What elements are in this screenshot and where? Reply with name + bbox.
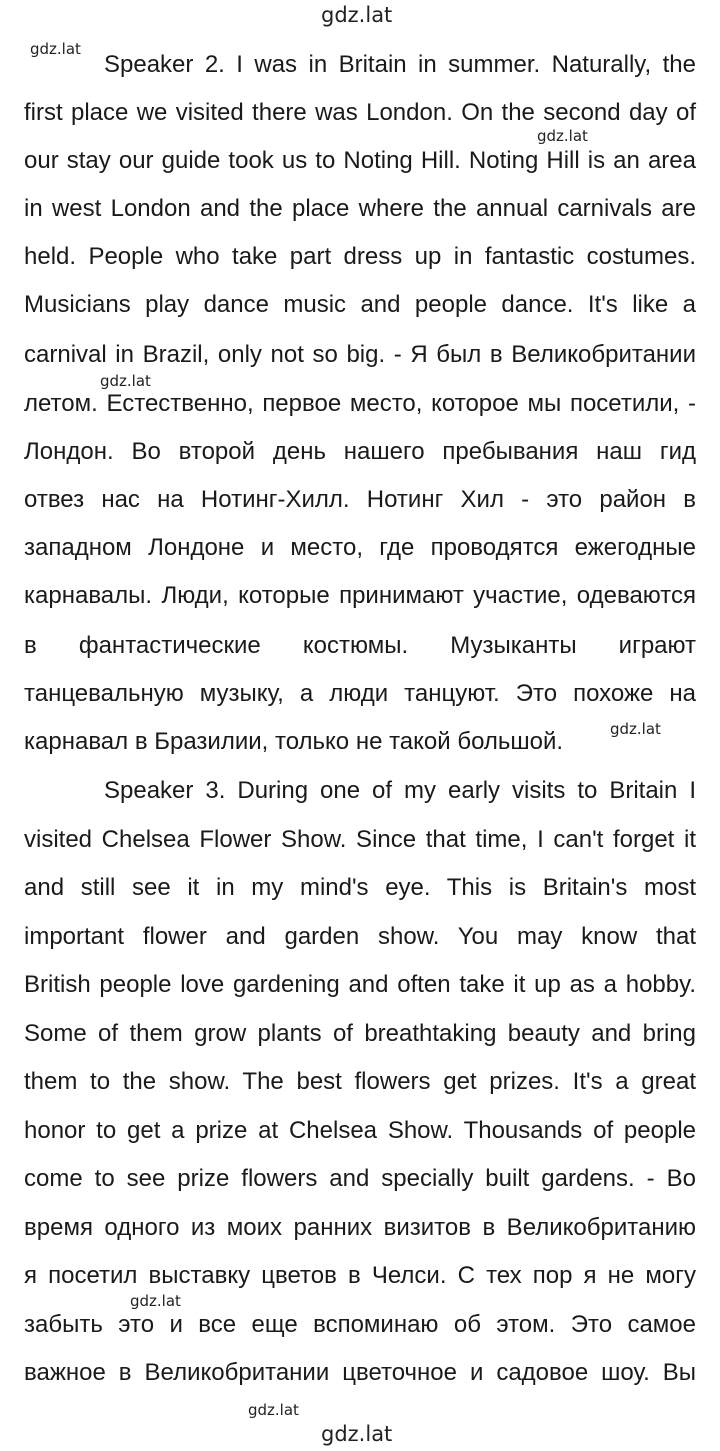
text-line: время одного из моих ранних визитов в Великобританию [24, 1214, 696, 1241]
text-line: я посетил выставку цветов в Челси. С тех пор я не могу [24, 1262, 696, 1289]
text-line: западном Лондоне и место, где проводятся ежегодные [24, 534, 696, 561]
text-line: our stay our guide took us to Noting Hill. Noting Hill is an area [24, 147, 696, 174]
text-line: first place we visited there was London. On the second day of [24, 99, 696, 126]
text-line: Speaker 2. I was in Britain in summer. Naturally, the [104, 51, 696, 78]
watermark-mark: gdz.lat [537, 127, 588, 145]
text-line: Some of them grow plants of breathtaking beauty and bring [24, 1020, 696, 1047]
watermark-mark: gdz.lat [248, 1401, 299, 1419]
watermark-mark: gdz.lat [30, 40, 81, 58]
text-line: Speaker 3. During one of my early visits to Britain I [104, 777, 696, 804]
text-line: British people love gardening and often take it up as a hobby. [24, 971, 696, 998]
watermark-mark: gdz.lat [100, 372, 151, 390]
text-line: in west London and the place where the annual carnivals are [24, 195, 696, 222]
text-line: Лондон. Во второй день нашего пребывания наш гид [24, 438, 696, 465]
text-line: Musicians play dance music and people dance. It's like a [24, 291, 696, 318]
text-line: visited Chelsea Flower Show. Since that time, I can't forget it [24, 826, 696, 853]
text-line: and still see it in my mind's eye. This is Britain's most [24, 874, 696, 901]
text-line: в фантастические костюмы. Музыканты играют [24, 632, 696, 659]
watermark-mark: gdz.lat [610, 720, 661, 738]
text-line: отвез нас на Нотинг-Хилл. Нотинг Хил - это район в [24, 486, 696, 513]
text-line: carnival in Brazil, only not so big. - Я был в Великобритании [24, 341, 696, 368]
text-line: летом. Естественно, первое место, которое мы посетили, - [24, 390, 696, 417]
text-line: забыть это и все еще вспоминаю об этом. Это самое [24, 1311, 696, 1338]
watermark-top: gdz.lat [321, 3, 393, 27]
watermark-bottom: gdz.lat [321, 1422, 393, 1446]
text-line: карнавал в Бразилии, только не такой большой. [24, 728, 564, 755]
text-line: important flower and garden show. You may know that [24, 923, 696, 950]
watermark-mark: gdz.lat [130, 1292, 181, 1310]
text-line: held. People who take part dress up in fantastic costumes. [24, 243, 696, 270]
text-line: важное в Великобритании цветочное и садовое шоу. Вы [24, 1359, 696, 1386]
text-line: come to see prize flowers and specially built gardens. - Во [24, 1165, 696, 1192]
text-line: танцевальную музыку, а люди танцуют. Это похоже на [24, 680, 696, 707]
text-line: карнавалы. Люди, которые принимают участие, одеваются [24, 582, 696, 609]
text-line: them to the show. The best flowers get prizes. It's a great [24, 1068, 696, 1095]
text-line: honor to get a prize at Chelsea Show. Thousands of people [24, 1117, 696, 1144]
